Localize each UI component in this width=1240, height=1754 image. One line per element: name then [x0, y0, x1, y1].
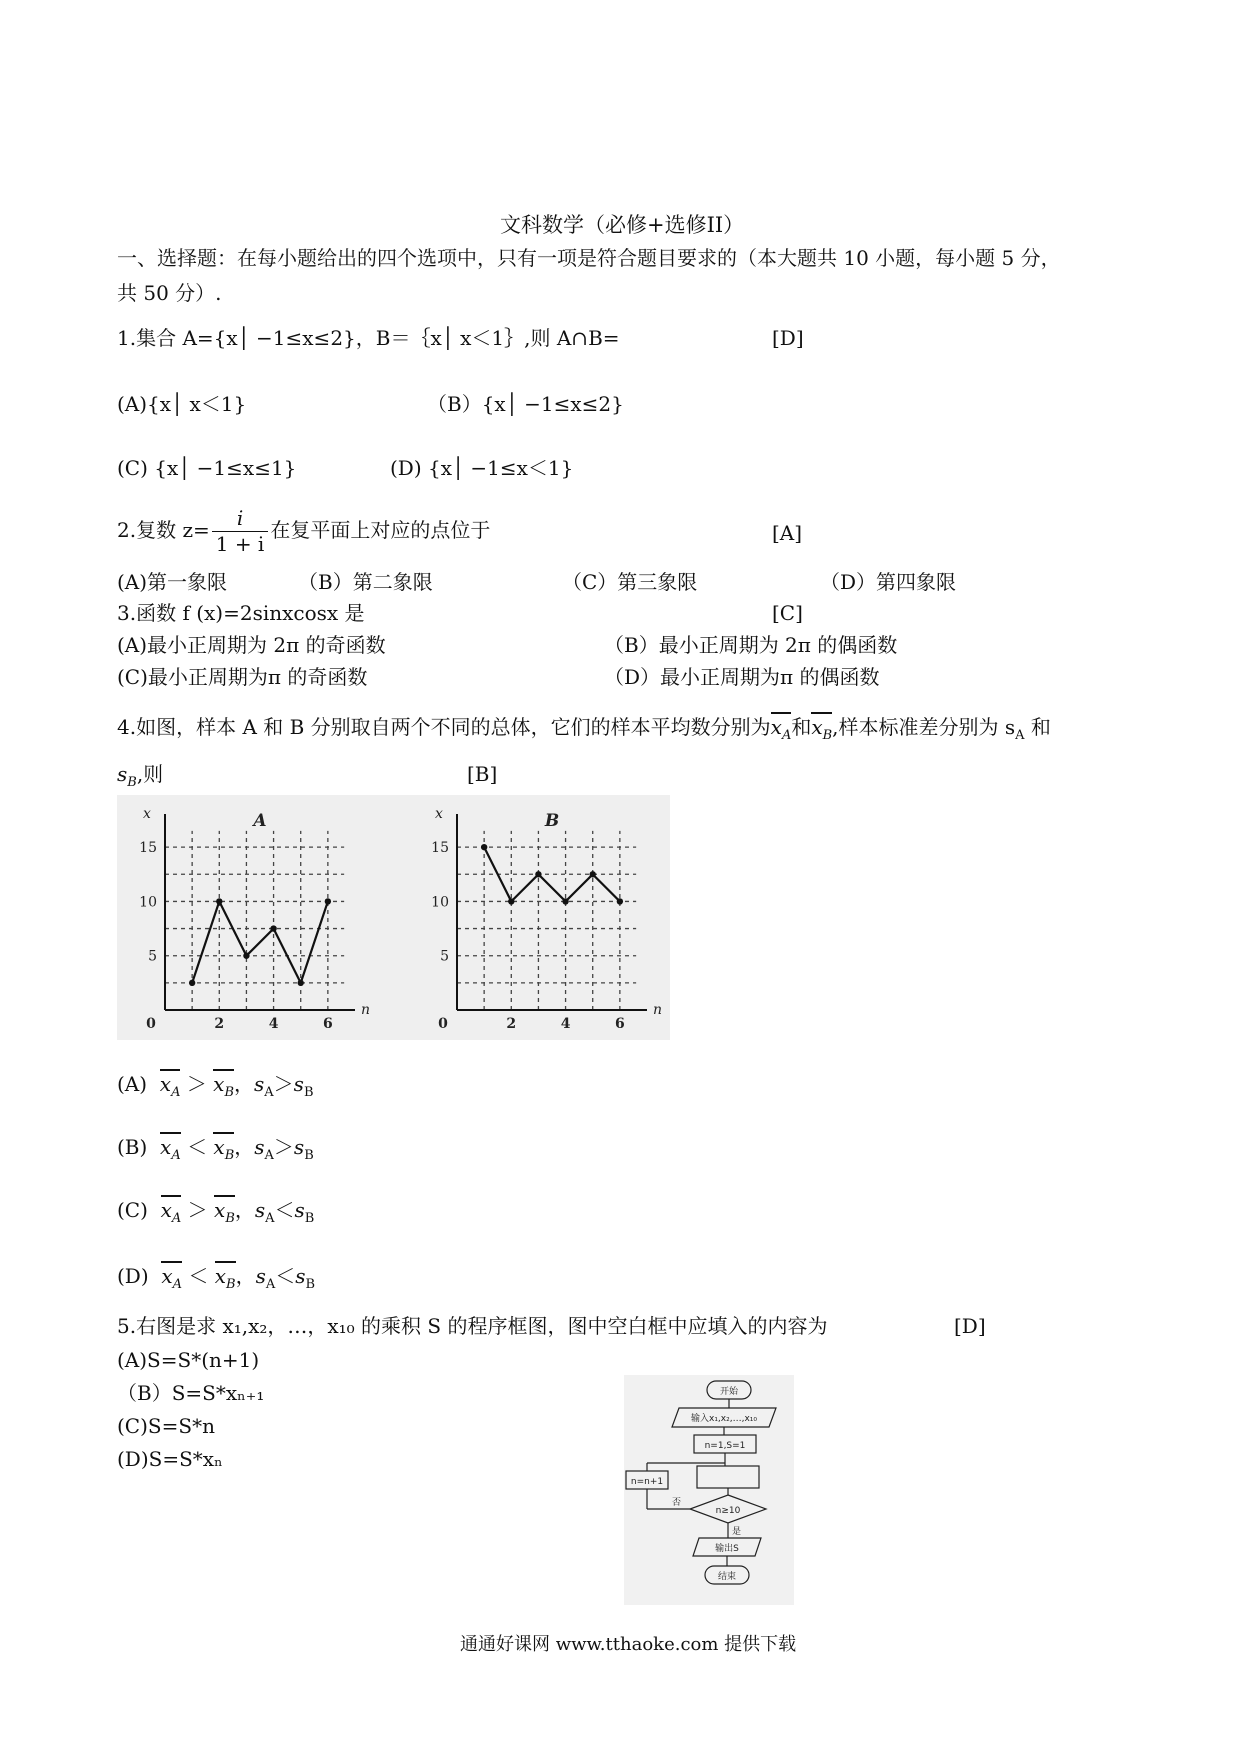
q2-prefix: 2.复数 z=: [117, 518, 210, 542]
q3-option-b: （B）最小正周期为 2π 的偶函数: [604, 633, 898, 657]
section-heading-line1: 一、选择题：在每小题给出的四个选项中，只有一项是符合题目要求的（本大题共 10 小题，每小题 5 分，: [117, 246, 1061, 270]
q2-option-a: (A)第一象限: [117, 570, 228, 594]
q4-stem-c: 和: [1024, 715, 1051, 739]
q3-answer: [C]: [772, 601, 803, 625]
q4-option-d: (D) $x_A < x_B$，$s_A<s_B$: [117, 1264, 315, 1293]
chart-b-xtick-0: 0: [438, 1016, 448, 1032]
q4-option-c: (C) $x_A > x_B$，$s_A<s_B$: [117, 1198, 314, 1227]
chart-a-series-line: [192, 901, 328, 982]
q1-answer: [D]: [772, 326, 804, 350]
q2-denominator: 1 + i: [215, 532, 265, 556]
q2-numerator: i: [212, 506, 269, 532]
q5-option-c: (C)S=S*n: [117, 1414, 215, 1438]
chart-b-point-3: [535, 871, 541, 877]
flowchart-start-label: 开始: [719, 1387, 739, 1397]
chart-b-xtick-6: 6: [614, 1016, 625, 1032]
chart-b-title: B: [544, 811, 560, 831]
q2-stem: [117, 506, 490, 557]
chart-b-xlabel: n: [653, 1002, 663, 1018]
q5-option-b: （B）S=S*xₙ₊₁: [117, 1381, 265, 1405]
page-title: 文科数学（必修+选修II）: [500, 213, 745, 237]
q3-option-a: (A)最小正周期为 2π 的奇函数: [117, 633, 386, 657]
chart-b-xtick-2: 2: [506, 1016, 517, 1032]
q2-fraction: [212, 506, 269, 557]
q3-stem: 3.函数 f (x)=2sinxcosx 是: [117, 601, 365, 625]
chart-a-point-6: [325, 898, 331, 904]
q4-stem-line2: $s_B$,则: [117, 762, 164, 790]
chart-b-xtick-4: 4: [560, 1016, 571, 1032]
flowchart-no-label: 否: [672, 1498, 682, 1508]
chart-a-title: A: [253, 811, 267, 831]
chart-a-xlabel: n: [361, 1002, 371, 1018]
chart-a-point-2: [216, 898, 222, 904]
chart-a-ylabel: x: [143, 806, 151, 822]
flowchart: [624, 1375, 794, 1605]
flowchart-end-label: 结束: [717, 1572, 737, 1582]
flowchart-blank-box: [697, 1466, 759, 1488]
chart-b-point-2: [508, 898, 514, 904]
chart-a-point-1: [189, 980, 195, 986]
chart-a-ytick-10: 10: [139, 894, 157, 911]
flowchart-input-label: 输入x₁,x₂,…,x₁₀: [691, 1414, 757, 1424]
chart-b-point-6: [617, 898, 623, 904]
q5-option-a: (A)S=S*(n+1): [117, 1348, 260, 1372]
chart-b-series-line: [484, 847, 620, 901]
q4-option-b: (B) $x_A < x_B$，$s_A>s_B$: [117, 1135, 314, 1164]
chart-a-xtick-2: 2: [214, 1016, 225, 1032]
q4-and: 和: [791, 715, 812, 739]
section-heading-line2: 共 50 分）.: [117, 281, 222, 305]
q2-suffix: 在复平面上对应的点位于: [270, 518, 491, 542]
flowchart-output-label: 输出S: [715, 1544, 739, 1554]
q4-stem: 4.如图，样本 A 和 B 分别取自两个不同的总体，它们的样本平均数分别为$x_A$和$x_B$,样本标准差分别为 $s_A$ 和: [117, 715, 1051, 744]
chart-a-point-3: [243, 953, 249, 959]
chart-b-point-4: [562, 898, 568, 904]
q1-option-c: (C) {x│ −1≤x≤1}: [117, 456, 297, 480]
q3-option-d: （D）最小正周期为π 的偶函数: [604, 665, 880, 689]
flowchart-yes-label: 是: [732, 1527, 742, 1537]
q1-option-b: （B）{x│ −1≤x≤2}: [427, 392, 624, 416]
chart-b-ytick-10: 10: [431, 894, 449, 911]
q4-answer: [B]: [467, 762, 498, 786]
footer: 通通好课网 www.tthaoke.com 提供下载: [460, 1634, 797, 1655]
q4-stem-b: ,样本标准差分别为 s: [832, 715, 1016, 739]
q1-option-a: (A){x│ x＜1}: [117, 392, 247, 416]
q4-mean-a: $x_A$: [771, 712, 792, 739]
flowchart-condition-label: n≥10: [715, 1506, 741, 1516]
q2-option-b: （B）第二象限: [298, 570, 433, 594]
chart-a-xtick-6: 6: [322, 1016, 333, 1032]
chart-b-ytick-15: 15: [431, 840, 449, 857]
chart-a-point-5: [298, 980, 304, 986]
chart-a: [120, 798, 380, 1038]
q3-option-c: (C)最小正周期为π 的奇函数: [117, 665, 368, 689]
q1-stem: 1.集合 A={x│ −1≤x≤2}，B＝｛x│ x＜1｝,则 A∩B=: [117, 326, 620, 350]
q1-option-d: (D) {x│ −1≤x＜1}: [390, 456, 574, 480]
q2-option-c: （C）第三象限: [562, 570, 698, 594]
q2-option-d: （D）第四象限: [820, 570, 957, 594]
chart-a-ytick-5: 5: [148, 948, 157, 965]
q4-mean-b: $x_B$: [811, 712, 832, 739]
chart-a-xtick-4: 4: [268, 1016, 279, 1032]
flowchart-init-label: n=1,S=1: [704, 1441, 746, 1451]
q5-stem: 5.右图是求 x₁,x₂，…，x₁₀ 的乘积 S 的程序框图，图中空白框中应填入的内容为: [117, 1314, 828, 1338]
flowchart-loop-label: n=n+1: [630, 1477, 664, 1487]
chart-b-point-1: [481, 844, 487, 850]
chart-b: [412, 798, 672, 1038]
q5-answer: [D]: [954, 1314, 986, 1338]
chart-a-xtick-0: 0: [146, 1016, 156, 1032]
q5-option-d: (D)S=S*xₙ: [117, 1447, 223, 1471]
q4-stem-a: 4.如图，样本 A 和 B 分别取自两个不同的总体，它们的样本平均数分别为: [117, 715, 771, 739]
q2-answer: [A]: [772, 521, 803, 545]
chart-b-ylabel: x: [435, 806, 443, 822]
chart-a-point-4: [270, 925, 276, 931]
chart-b-point-5: [590, 871, 596, 877]
q4-option-a: (A) $x_A > x_B$，$s_A>s_B$: [117, 1072, 314, 1101]
chart-b-ytick-5: 5: [440, 948, 449, 965]
chart-a-ytick-15: 15: [139, 840, 157, 857]
